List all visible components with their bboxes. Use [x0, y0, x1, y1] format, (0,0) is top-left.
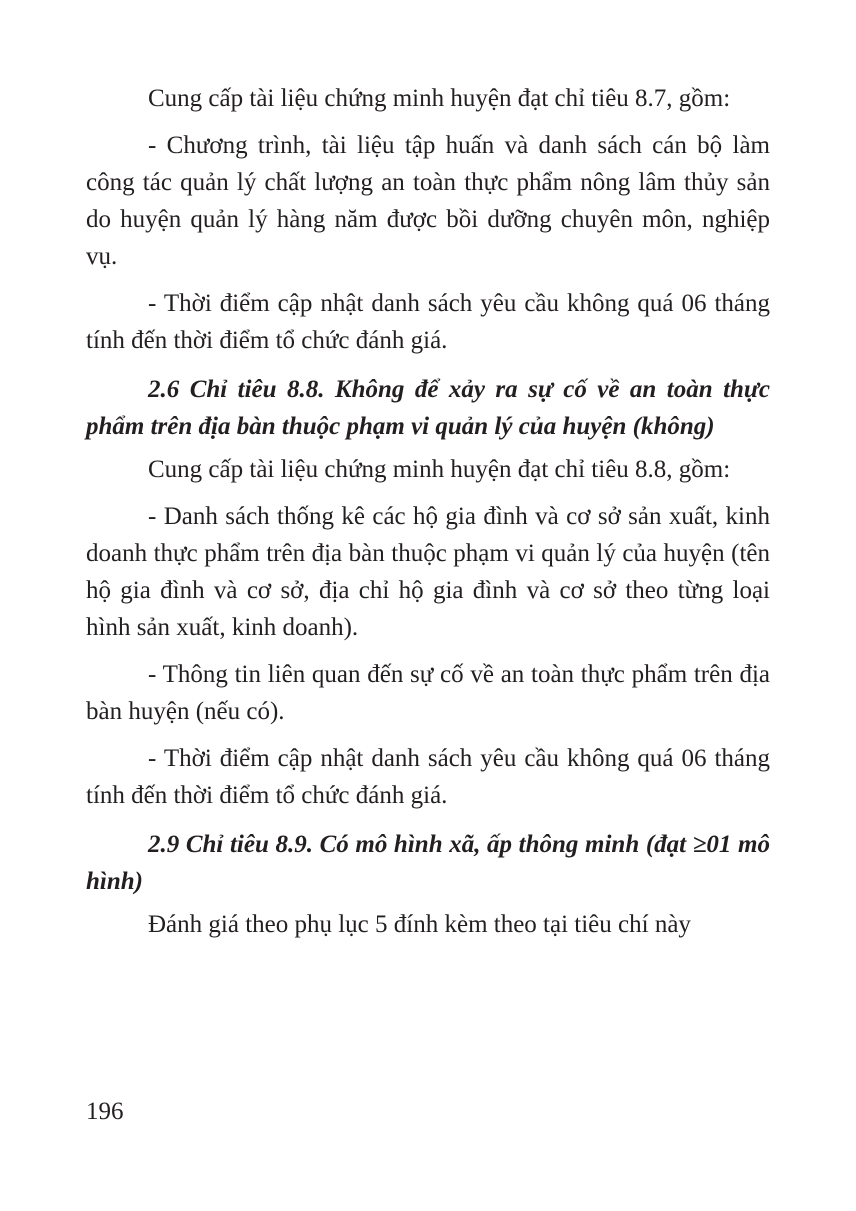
page-body: [86, 80, 770, 953]
paragraph-intro-8-7: Cung cấp tài liệu chứng minh huyện đạt chỉ tiêu 8.7, gồm:: [148, 85, 731, 112]
page-number: 196: [86, 1098, 124, 1125]
paragraph-update-time-8-8: - Thời điểm cập nhật danh sách yêu cầu không quá 06 tháng tính đến thời điểm tổ chức đánh giá.: [86, 745, 770, 809]
paragraph-household-list: - Danh sách thống kê các hộ gia đình và cơ sở sản xuất, kinh doanh thực phẩm trên địa bàn thuộc phạm vi quản lý của huyện (tên hộ gia đình và cơ sở, địa chỉ hộ gia đình và cơ sở theo từng loại hình sản xuất, kinh doanh).: [86, 503, 770, 641]
section-heading-2-9: 2.9 Chỉ tiêu 8.9. Có mô hình xã, ấp thông minh (đạt ≥01 mô hình): [86, 831, 770, 895]
paragraph-intro-8-8: Cung cấp tài liệu chứng minh huyện đạt chỉ tiêu 8.8, gồm:: [148, 456, 731, 483]
paragraph-evaluation-8-9: Đánh giá theo phụ lục 5 đính kèm theo tại tiêu chí này: [148, 911, 691, 938]
section-heading-2-6: 2.6 Chỉ tiêu 8.8. Không để xảy ra sự cố về an toàn thực phẩm trên địa bàn thuộc phạm vi quản lý của huyện (không): [86, 376, 770, 440]
paragraph-incident-info: - Thông tin liên quan đến sự cố về an toàn thực phẩm trên địa bàn huyện (nếu có).: [86, 661, 770, 725]
paragraph-update-time-8-7: - Thời điểm cập nhật danh sách yêu cầu không quá 06 tháng tính đến thời điểm tổ chức đánh giá.: [86, 290, 770, 354]
paragraph-training-program: - Chương trình, tài liệu tập huấn và danh sách cán bộ làm công tác quản lý chất lượng an toàn thực phẩm nông lâm thủy sản do huyện quản lý hàng năm được bồi dưỡng chuyên môn, nghiệp vụ.: [86, 132, 770, 270]
